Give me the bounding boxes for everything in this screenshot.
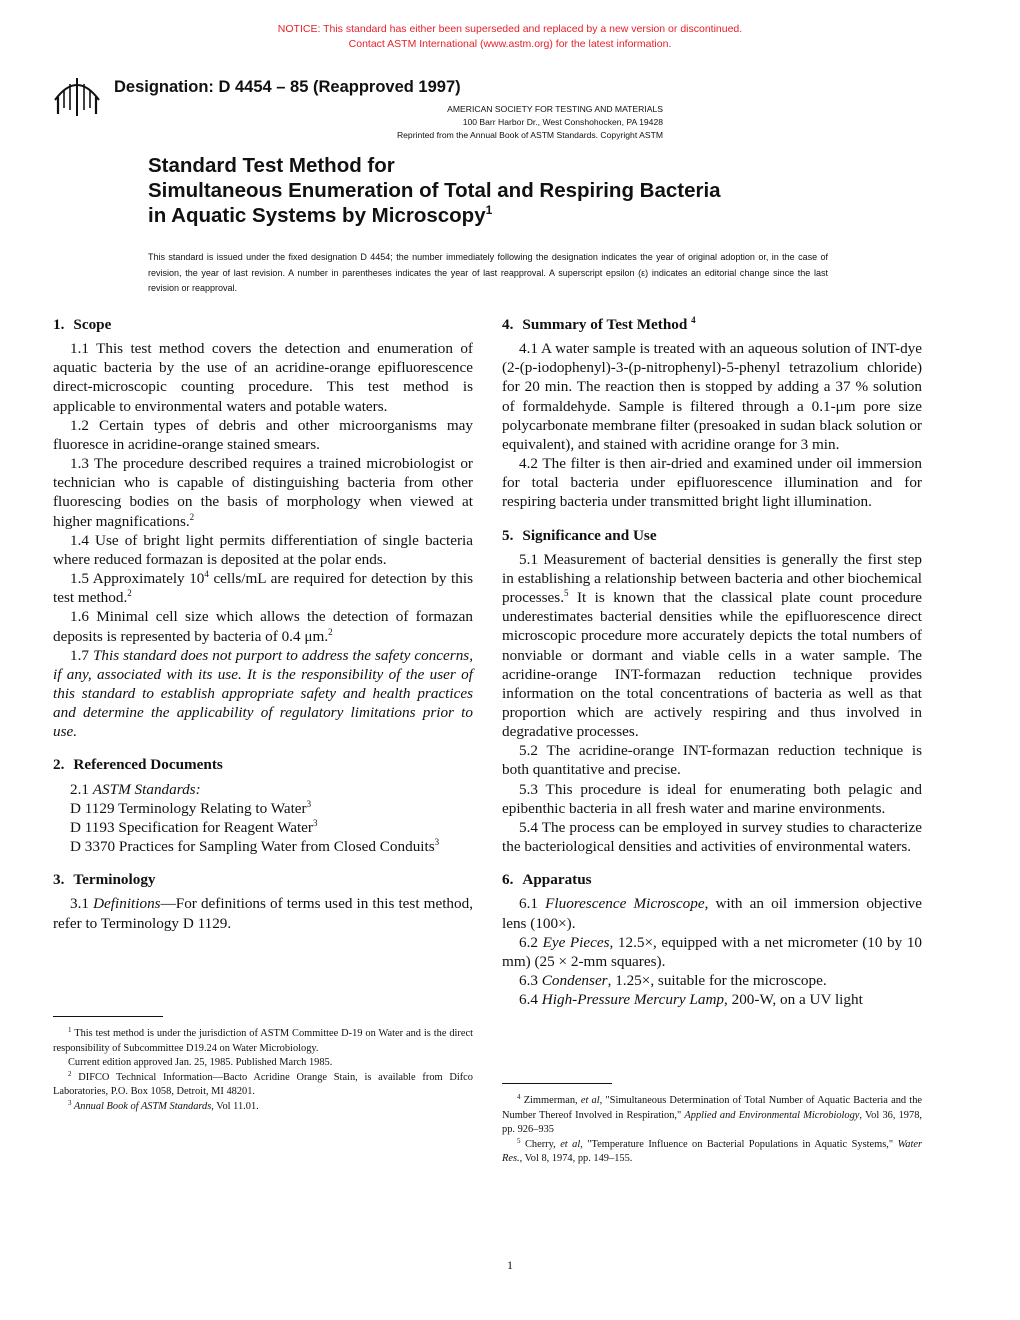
section-heading-summary: 4. Summary of Test Method $^4$: [502, 315, 696, 333]
reference-d3370: D 3370 Practices for Sampling Water from Closed Conduits$^3$: [70, 837, 440, 856]
para-1-3: 1.3 The procedure described requires a trained microbiologist or technician who is capable of distinguishing bacteria from other fluorescing bodies on the basis of morphology when viewed at higher magnifications.$^2$: [53, 455, 473, 530]
footnotes-left: [53, 1027, 473, 1115]
section-heading-significance: 5. Significance and Use: [502, 526, 657, 544]
footnote-1: $^1$ This test method is under the jurisdiction of ASTM Committee D-19 on Water and is the direct responsibility of Subcommittee D19.24 on Water Microbiology.: [53, 1026, 473, 1054]
para-1-5: 1.5 Approximately $10^4$ cells/mL are required for detection by this test method.$^2$: [53, 569, 473, 607]
publisher-line-2: 100 Barr Harbor Dr., West Conshohocken, PA 19428: [462, 117, 663, 127]
footnote-rule-left: [53, 1016, 163, 1017]
withdrawal-notice: [0, 22, 1020, 52]
para-1-7: 1.7 This standard does not purport to address the safety concerns, if any, associated with its use. It is the responsibility of the user of this standard to establish appropriate safety and health practices and determine the applicability of regulatory limitations prior to use.: [53, 646, 473, 741]
para-1-2: 1.2 Certain types of debris and other microorganisms may fluoresce in acridine-orange stained smears.: [53, 416, 473, 453]
para-5-3: 5.3 This procedure is ideal for enumerating both pelagic and epibenthic bacteria in all fresh water and marine environments.: [502, 780, 922, 817]
para-2-1: 2.1 ASTM Standards:: [70, 780, 201, 798]
title-line-3: in Aquatic Systems by Microscopy$^1$: [148, 203, 493, 227]
para-5-2: 5.2 The acridine-orange INT-formazan reduction technique is both quantitative and precise.: [502, 742, 922, 779]
para-6-3: 6.3 Condenser, 1.25×, suitable for the microscope.: [519, 972, 827, 989]
notice-line-1: NOTICE: This standard has either been superseded and replaced by a new version or discontinued.: [277, 23, 743, 35]
reference-d1193: D 1193 Specification for Reagent Water$^3$: [70, 817, 318, 836]
astm-logo: [52, 76, 102, 118]
para-6-1: 6.1 Fluorescence Microscope, with an oil immersion objective lens (100×).: [502, 895, 923, 932]
issuance-note: This standard is issued under the fixed designation D 4454; the number immediately following the designation indicates the year of original adoption or, in the case of revision, the year of last revision. A number in parentheses indicates the year of last reapproval. A superscript epsilon (ε) indicates an editorial change since the last revision or reapproval.: [148, 252, 828, 293]
section-heading-terminology: 3. Terminology: [53, 871, 156, 889]
para-1-6: 1.6 Minimal cell size which allows the detection of formazan deposits is represented by bacteria of 0.4 μm.$^2$: [53, 608, 473, 645]
reference-d1129: D 1129 Terminology Relating to Water$^3$: [70, 798, 312, 817]
footnote-rule-right: [502, 1083, 612, 1084]
para-4-1: 4.1 A water sample is treated with an aqueous solution of INT-dye (2-(p-iodophenyl)-3-(p-nitrophenyl)-5-phenyl tetrazolium chloride) for 20 min. The reaction then is stopped by adding a 37 % solution of formaldehyde. Sample is filtered through a 0.1-μm pore size polycarbonate membrane filter (presoaked in sudan black solution or equivalent), and stained with acridine orange for 3 min.: [502, 340, 922, 453]
left-column: [53, 315, 473, 933]
footnotes-right: [502, 1094, 922, 1167]
right-column: [502, 315, 922, 1009]
footnote-2: $^2$ DIFCO Technical Information—Bacto Acridine Orange Stain, is available from Difco Laboratories, P.O. Box 1058, Detroit, MI 48201.: [53, 1069, 473, 1098]
footnote-5: $^5$ Cherry, et al, "Temperature Influence on Bacterial Populations in Aquatic Systems," Water Res., Vol 8, 1974, pp. 149–155.: [502, 1136, 923, 1165]
section-heading-apparatus: 6. Apparatus: [502, 871, 592, 889]
para-6-2: 6.2 Eye Pieces, 12.5×, equipped with a net micrometer (10 by 10 mm) (25 × 2-mm squares).: [502, 933, 923, 970]
publisher-line-3: Reprinted from the Annual Book of ASTM Standards. Copyright ASTM: [396, 130, 663, 140]
para-5-4: 5.4 The process can be employed in survey studies to characterize the bacteriological densities and activities of environmental waters.: [502, 818, 922, 856]
notice-line-2: Contact ASTM International (www.astm.org) for the latest information.: [348, 38, 672, 50]
footnote-1-edition: Current edition approved Jan. 25, 1985. Published March 1985.: [68, 1057, 333, 1069]
publisher-block: [300, 103, 663, 142]
footnote-4: $^4$ Zimmerman, et al, "Simultaneous Determination of Total Number of Aquatic Bacteria and the Number Thereof Involved in Respiration," Applied and Environmental Microbiology, Vol 36, 1978, pp. 926–935: [502, 1093, 923, 1136]
section-heading-scope: 1. Scope: [53, 316, 112, 333]
publisher-line-1: AMERICAN SOCIETY FOR TESTING AND MATERIALS: [447, 104, 663, 114]
para-1-4: 1.4 Use of bright light permits differentiation of single bacteria where reduced formazan is deposited at the polar ends.: [53, 531, 473, 568]
title-line-2: Simultaneous Enumeration of Total and Respiring Bacteria: [148, 179, 721, 202]
footnote-3: $^3$ Annual Book of ASTM Standards, Vol 11.01.: [68, 1098, 259, 1112]
para-1-1: 1.1 This test method covers the detection and enumeration of aquatic bacteria by the use of an acridine-orange epifluorescence direct-microscopic counting procedure. This test method is applicable to environmental waters and potable waters.: [53, 340, 473, 415]
document-title: [148, 153, 721, 228]
title-footnote-mark: 1: [485, 203, 493, 217]
title-line-1: Standard Test Method for: [148, 154, 395, 177]
designation: Designation: D 4454 – 85 (Reapproved 1997): [114, 78, 461, 96]
page-number: 1: [507, 1258, 513, 1272]
para-5-1: 5.1 Measurement of bacterial densities is generally the first step in establishing a relationship between bacteria and other biochemical processes.$^5$ It is known that the classical plate count procedure underestimates bacterial densities while the epifluorescence direct microscopic procedure more accurately depicts the total numbers of nonviable or dormant and viable cells in a water sample. The acridine-orange INT-formazan reduction technique provides information on the total concentrations of bacteria as well as that proportion which are actively respiring and thus involved in degradative processes.: [502, 550, 922, 741]
section-heading-referenced-documents: 2. Referenced Documents: [53, 756, 223, 774]
para-6-4: 6.4 High-Pressure Mercury Lamp, 200-W, on a UV light: [519, 991, 863, 1009]
para-3-1: 3.1 Definitions—For definitions of terms used in this test method, refer to Terminology D 1129.: [53, 895, 473, 932]
para-4-2: 4.2 The filter is then air-dried and examined under oil immersion for total bacteria under epifluorescence illumination and for respiring bacteria under transmitted bright light illumination.: [502, 455, 922, 511]
